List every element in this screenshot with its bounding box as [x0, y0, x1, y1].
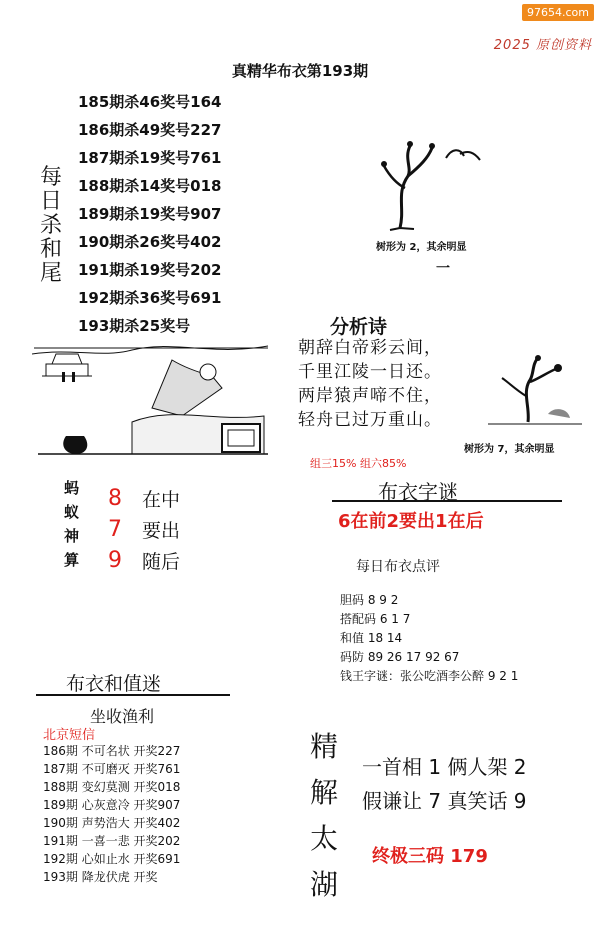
list-item: 186期杀49奖号227 — [78, 121, 222, 139]
ant-word: 在中 — [142, 489, 181, 511]
bj-list — [43, 742, 180, 886]
ant-words — [142, 485, 180, 578]
jj-char: 精 — [310, 730, 339, 763]
ant-number: 9 — [108, 548, 122, 573]
poem-line: 轻舟已过万重山。 — [298, 410, 442, 430]
list-item: 193期 降龙伏虎 开奖 — [43, 870, 158, 884]
review-item: 钱王字谜：张公吃酒李公醉 9 2 1 — [340, 669, 519, 683]
tree-caption: 树形为 2，其余明显 — [376, 242, 467, 253]
ant-label — [64, 476, 84, 572]
review-item: 胆码 8 9 2 — [340, 593, 399, 607]
tree-caption-2: 树形为 7，其余明显 — [464, 444, 555, 455]
jj-char: 湖 — [310, 868, 339, 901]
jj-line: 假谦让 7 真笑话 9 — [362, 789, 527, 813]
jj-label — [310, 724, 342, 908]
list-item: 186期 不可名状 开奖227 — [43, 744, 181, 758]
hz-title: 布衣和值迷 — [66, 673, 162, 695]
list-item: 190期杀26奖号402 — [78, 233, 222, 251]
poem-line: 两岸猿声啼不住， — [298, 386, 442, 406]
list-item: 191期杀19奖号202 — [78, 261, 222, 279]
ant-number: 8 — [108, 486, 122, 511]
vertical-label: 每日杀和尾 — [40, 165, 63, 286]
poem — [298, 336, 442, 432]
review-title: 每日布衣点评 — [356, 559, 440, 575]
tree-illustration — [360, 128, 490, 233]
page-title: 真精华布衣第193期 — [231, 62, 369, 80]
bj-title: 北京短信 — [43, 728, 96, 743]
riddle-title: 布衣字谜 — [378, 480, 458, 504]
list-item: 192期 心如止水 开奖691 — [43, 852, 181, 866]
ant-word: 要出 — [142, 520, 181, 542]
list-item: 193期杀25奖号 — [78, 317, 191, 335]
ant-number: 7 — [108, 517, 122, 542]
list-item: 188期 变幻莫测 开奖018 — [43, 780, 181, 794]
ant-char: 蚁 — [64, 503, 80, 521]
ant-char: 算 — [64, 551, 80, 569]
list-item: 185期杀46奖号164 — [78, 93, 222, 111]
list-item: 191期 一喜一悲 开奖202 — [43, 834, 181, 848]
group-stats: 组三15% 组六85% — [310, 457, 407, 470]
list-item: 189期 心灰意冷 开奖907 — [43, 798, 181, 812]
jj-lines — [362, 750, 527, 818]
review-item: 码防 89 26 17 92 67 — [340, 650, 460, 664]
ant-char: 蚂 — [64, 479, 80, 497]
review-item: 和值 18 14 — [340, 631, 403, 645]
riddle-answer: 6在前2要出1在后 — [338, 511, 484, 532]
ant-word: 随后 — [142, 551, 181, 573]
divider — [332, 500, 562, 502]
ant-char: 神 — [64, 527, 80, 545]
review-list — [340, 591, 518, 686]
review-item: 搭配码 6 1 7 — [340, 612, 411, 626]
list-item: 187期杀19奖号761 — [78, 149, 222, 167]
list-item: 187期 不可磨灭 开奖761 — [43, 762, 181, 776]
hz-subtitle: 坐收渔利 — [90, 707, 155, 726]
divider — [36, 694, 230, 696]
jj-char: 太 — [310, 822, 339, 855]
list-item: 192期杀36奖号691 — [78, 289, 222, 307]
scene-illustration — [32, 336, 270, 466]
jj-char: 解 — [310, 776, 339, 809]
tree-illustration-2 — [478, 352, 588, 427]
tree-mark: 一 — [436, 261, 450, 277]
poem-line: 朝辞白帝彩云间， — [298, 338, 442, 358]
list-item: 189期杀19奖号907 — [78, 205, 222, 223]
ant-numbers — [108, 483, 122, 576]
list-item: 190期 声势浩大 开奖402 — [43, 816, 181, 830]
jj-line: 一首相 1 俩人架 2 — [362, 755, 527, 779]
poem-title: 分析诗 — [330, 316, 388, 338]
final-numbers: 终极三码 179 — [372, 846, 488, 867]
kill-list — [78, 88, 222, 340]
poem-line: 千里江陵一日还。 — [298, 362, 442, 382]
brand-label: 2025 原创资料 — [493, 38, 592, 53]
list-item: 188期杀14奖号018 — [78, 177, 222, 195]
site-badge[interactable]: 97654.com — [522, 4, 594, 21]
